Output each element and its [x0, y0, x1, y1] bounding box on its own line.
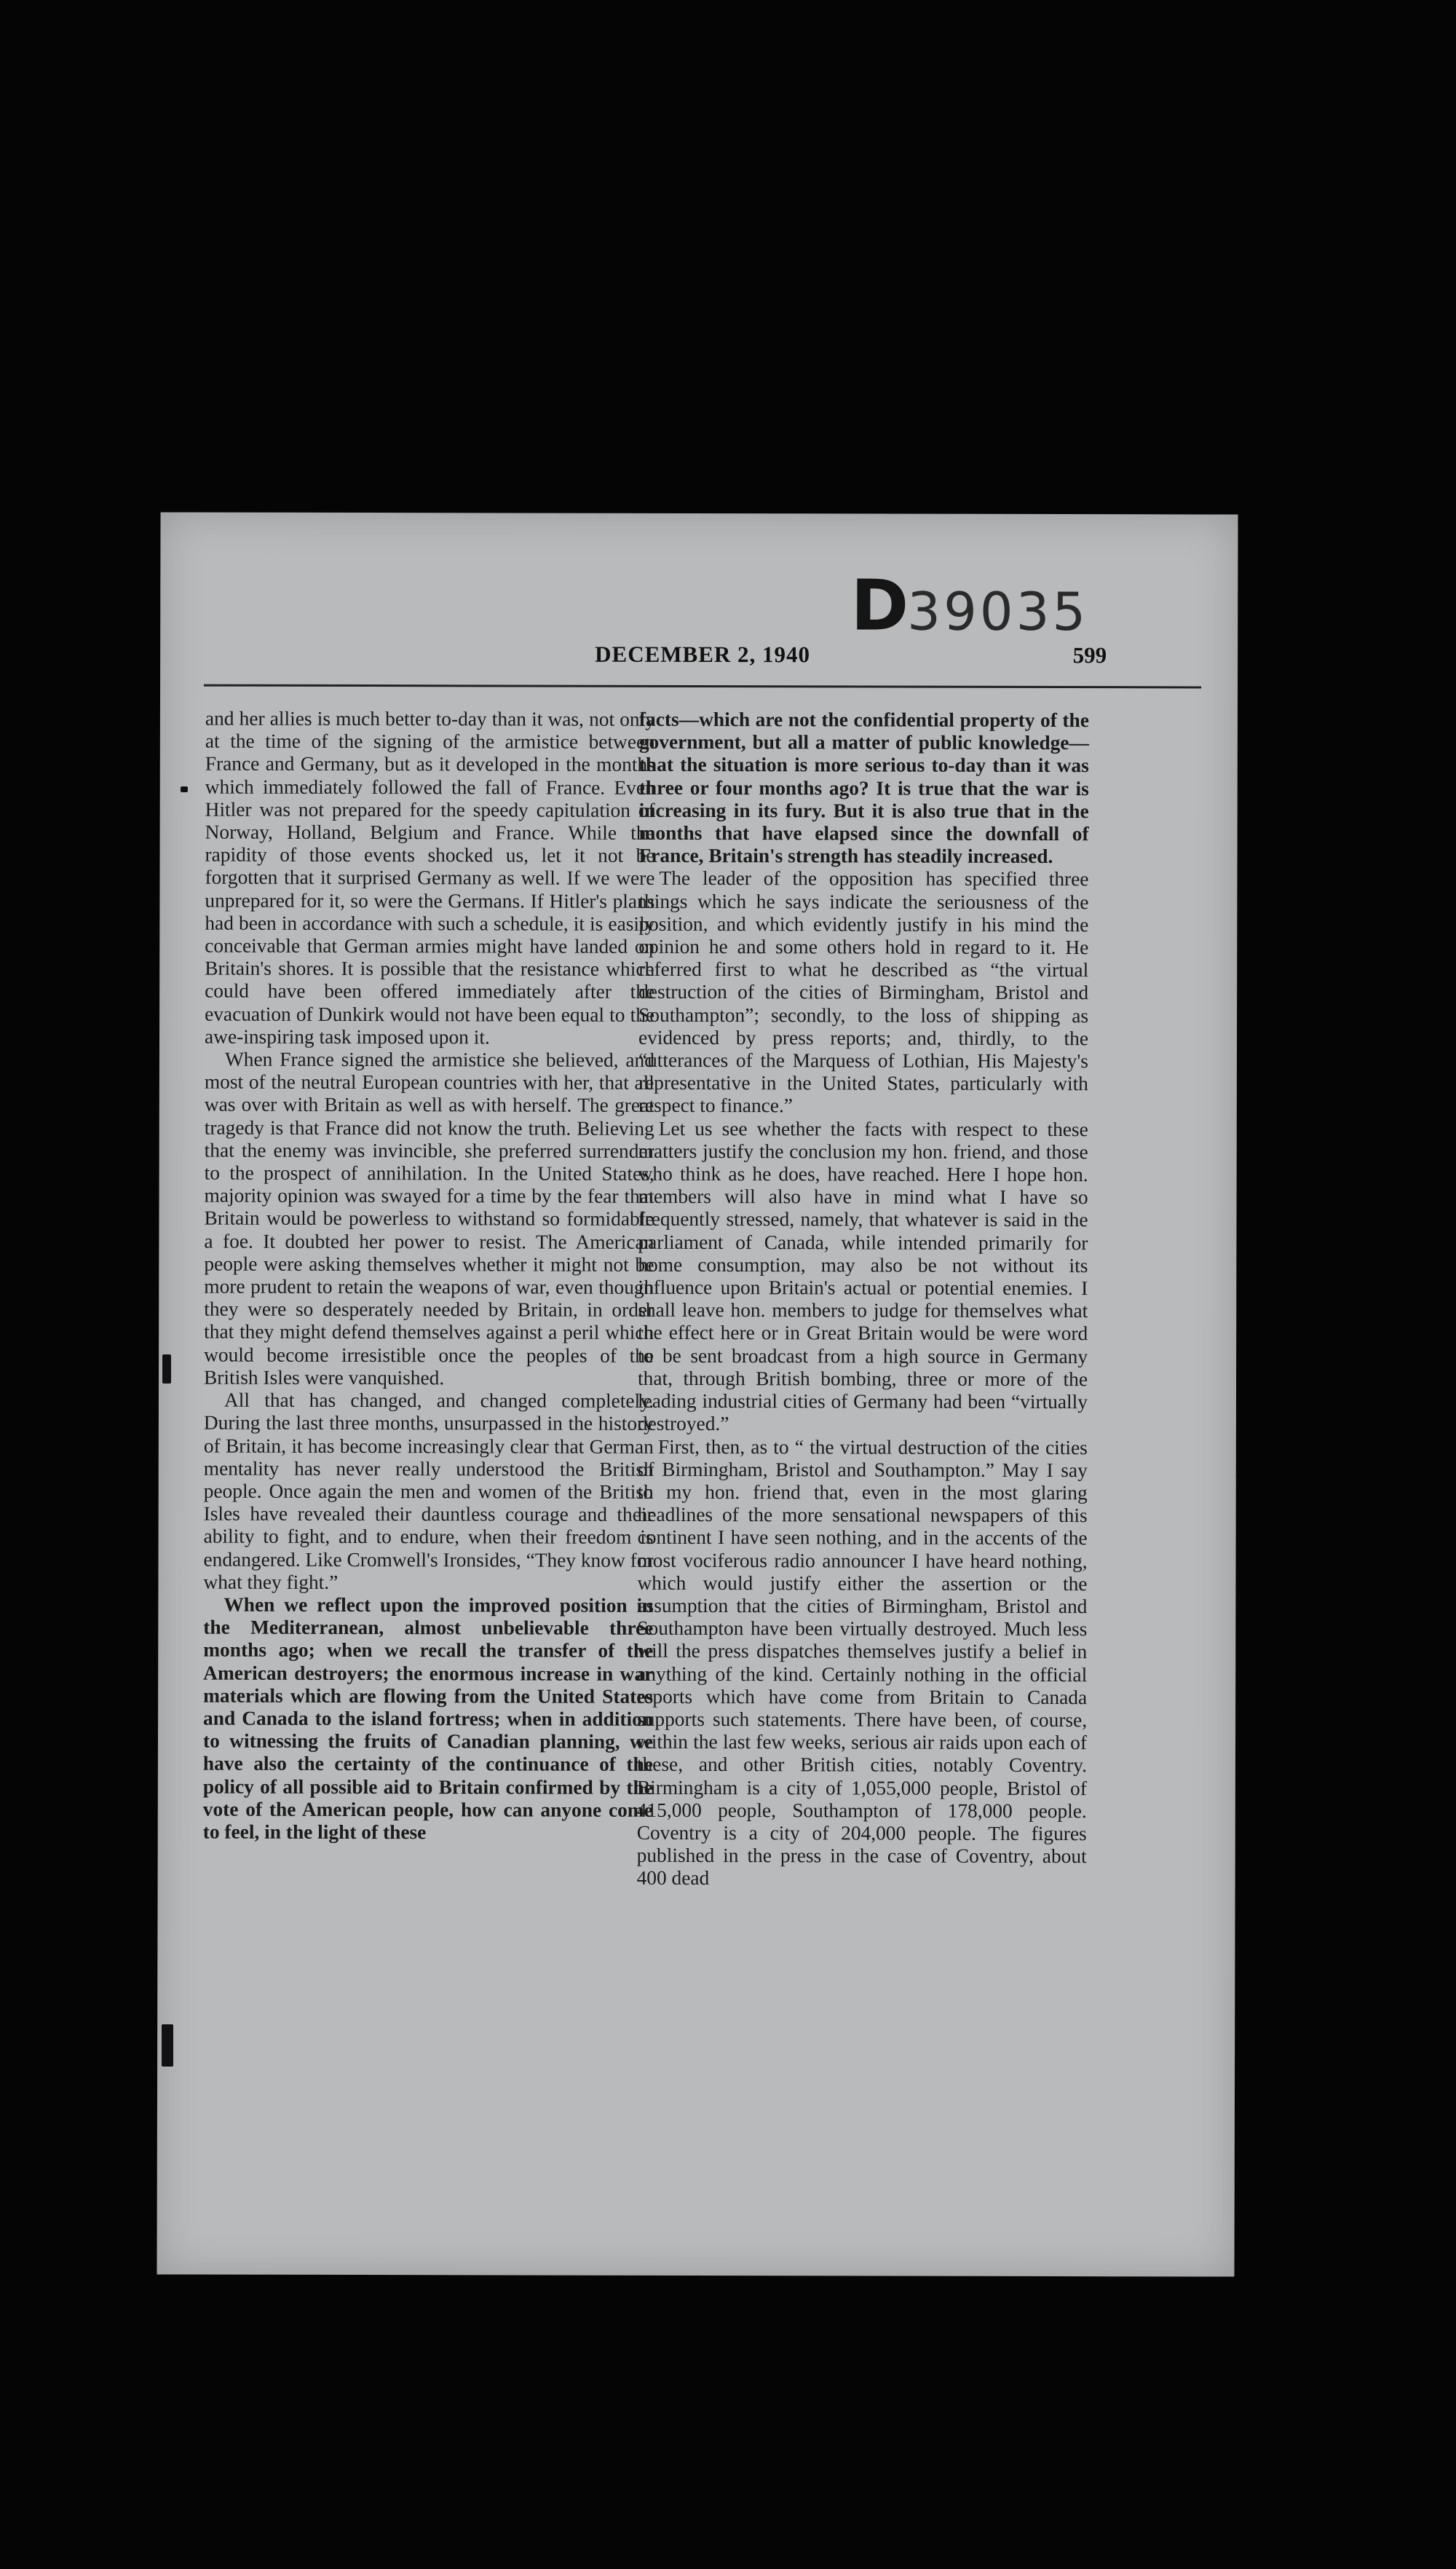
paragraph: When France signed the armistice she believed, and most of the neutral European countries with her, that all was over with Britain as well as with herself. The great tragedy is that France did not know the truth. Believing that the enemy was invincible, she preferred surrender to the prospect of annihilation. In the United States, majority opinion was swayed for a time by the fear that Britain would be powerless to withstand so formidable a foe. It doubted her power to resist. The American people were asking themselves whether it might not be more prudent to retain the weapons of war, even though they were so desperately needed by Britain, in order that they might defend themselves against a peril which would become irresistible once the peoples of the British Isles were vanquished. — [204, 1048, 654, 1389]
paragraph: All that has changed, and changed completely. During the last three months, unsurpassed in the history of Britain, it has become increasingly clear that German mentality has never really understood the British people. Once again the men and women of the British Isles have revealed their dauntless courage and their ability to fight, and to endure, when their freedom is endangered. Like Cromwell's Ironsides, “They know for what they fight.” — [203, 1389, 654, 1593]
margin-mark — [162, 1354, 171, 1384]
header-date: DECEMBER 2, 1940 — [595, 641, 811, 668]
stamp-letter: D — [850, 564, 908, 647]
paragraph: The leader of the opposition has specified three things which he says indicate the seriousness of the position, and which evidently justify in his mind the opinion he and some others hold in regard to it. He referred first to what he described as “the virtual destruction of the cities of Birmingham, Bristol and Southampton”; secondly, to the loss of shipping as evidenced by press reports; and, thirdly, to the “utterances of the Marquess of Lothian, His Majesty's representative in the United States, particularly with respect to finance.” — [638, 867, 1089, 1117]
paragraph: Let us see whether the facts with respect to these matters justify the conclusion my hon. friend, and those who think as he does, have reached. Here I hope hon. members will also have in mind what I have so frequently stressed, namely, that whatever is said in the parliament of Canada, while intended primarily for home consumption, may also be not without its influence upon Britain's actual or potential enemies. I shall leave hon. members to judge for themselves what the effect here or in Great Britain would be were word to be sent broadcast from a high source in Germany that, through British bombing, three or more of the leading industrial cities of Germany had been “virtually destroyed.” — [637, 1117, 1088, 1435]
page-header — [204, 641, 1201, 689]
document-page — [157, 512, 1238, 2276]
paragraph: When we reflect upon the improved position in the Mediterranean, almost unbelievable three months ago; when we recall the transfer of the American destroyers; the enormous increase in war materials which are flowing from the United States and Canada to the island fortress; when in addition to witnessing the fruits of Canadian planning, we have also the certainty of the continuance of the policy of all possible aid to Britain confirmed by the vote of the American people, how can anyone come to feel, in the light of these — [202, 1593, 654, 1844]
paragraph: and her allies is much better to-day than it was, not only at the time of the signing of the armistice between France and Germany, but as it developed in the months which immediately followed the fall of France. Even Hitler was not prepared for the speedy capitulation of Norway, Holland, Belgium and France. While the rapidity of those events shocked us, let it not be forgotten that it surprised Germany as well. If we were unprepared for it, so were the Germans. If Hitler's plans had been in accordance with such a schedule, it is easily conceivable that German armies might have landed on Britain's shores. It is possible that the resistance which could have been offered immediately after the evacuation of Dunkirk would not have been equal to the awe-inspiring task imposed upon it. — [204, 707, 655, 1049]
paragraph: First, then, as to “ the virtual destruction of the cities of Birmingham, Bristol and Southampton.” May I say to my hon. friend that, even in the most glaring headlines of the more sensational newspapers of this continent I have seen nothing, and in the accents of the most vociferous radio announcer I have heard nothing, which would justify either the assertion or the assumption that the cities of Birmingham, Bristol and Southampton have been virtually destroyed. Much less will the press dispatches themselves justify a belief in anything of the kind. Certainly nothing in the official reports which have come from Britain to Canada supports such statements. There have been, of course, within the last few weeks, serious air raids upon each of these, and other British cities, notably Coventry. Birmingham is a city of 1,055,000 people, Bristol of 415,000 people, Southampton of 178,000 people. Coventry is a city of 204,000 people. The figures published in the press in the case of Coventry, about 400 dead — [636, 1435, 1088, 1890]
left-column — [203, 708, 655, 1844]
stamp-number: 39035 — [907, 580, 1089, 643]
right-column — [637, 709, 1089, 1891]
archive-stamp — [850, 564, 1088, 647]
margin-mark — [162, 2024, 173, 2067]
paragraph: facts—which are not the confidential property of the government, but all a matter of public knowledge—that the situation is more serious to-day than it was three or four months ago? It is true that the war is increasing in its fury. But it is also true that in the months that have elapsed since the downfall of France, Britain's strength has steadily increased. — [638, 708, 1089, 868]
margin-mark — [181, 786, 188, 792]
page-number: 599 — [1072, 642, 1107, 668]
